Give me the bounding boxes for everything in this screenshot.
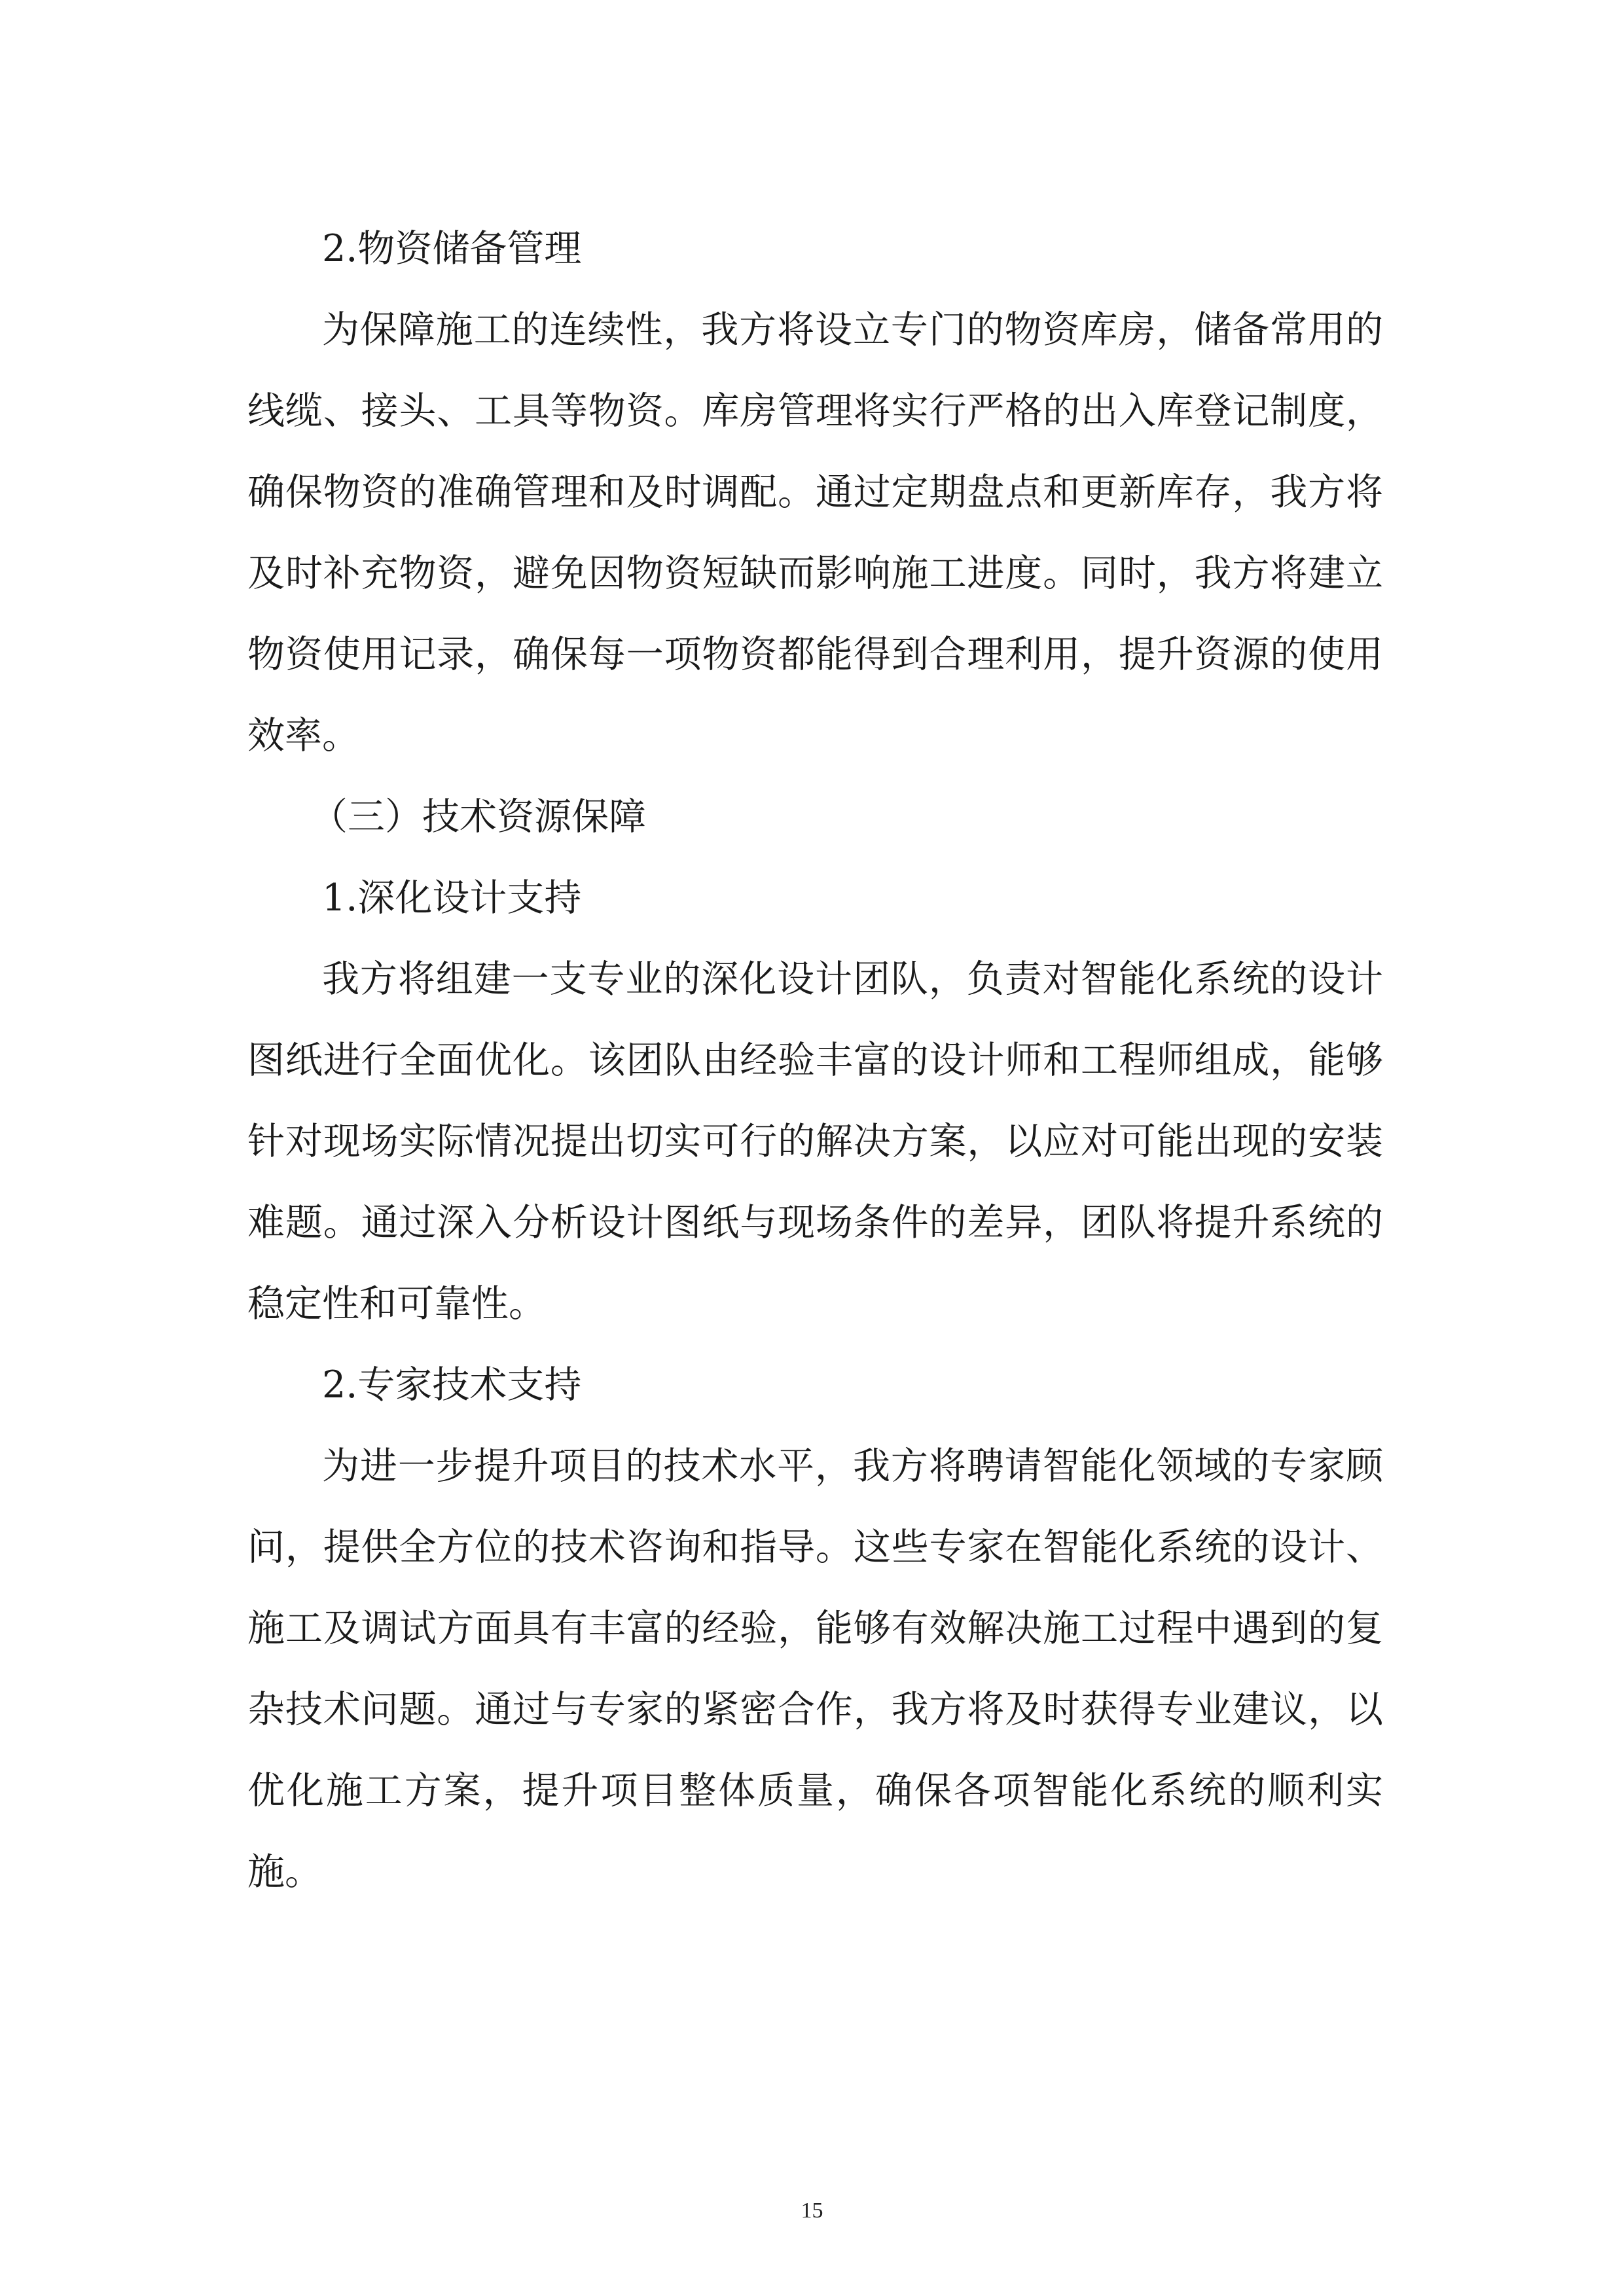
paragraph-detailed-design: 我方将组建一支专业的深化设计团队，负责对智能化系统的设计图纸进行全面优化。该团队由经验丰富的设计师和工程师组成，能够针对现场实际情况提出切实可行的解决方案，以应对可能出现的安装难题。通过深入分析设计图纸与现场条件的差异，团队将提升系统的稳定性和可靠性。 xyxy=(247,958,1383,1325)
heading-expert-support: 2.专家技术支持 xyxy=(322,1363,582,1407)
section-heading-technical-resources: （三）技术资源保障 xyxy=(310,795,646,838)
paragraph-material-reserve: 为保障施工的连续性，我方将设立专门的物资库房，储备常用的线缆、接头、工具等物资。库房管理将实行严格的出入库登记制度，确保物资的准确管理和及时调配。通过定期盘点和更新库存，我方将及时补充物资，避免因物资短缺而影响施工进度。同时，我方将建立物资使用记录，确保每一项物资都能得到合理利用，提升资源的使用效率。 xyxy=(247,308,1383,757)
page-number: 15 xyxy=(801,2198,823,2223)
heading-material-reserve: 2.物资储备管理 xyxy=(322,227,582,270)
paragraph-expert-support: 为进一步提升项目的技术水平，我方将聘请智能化领域的专家顾问，提供全方位的技术咨询和指导。这些专家在智能化系统的设计、施工及调试方面具有丰富的经验，能够有效解决施工过程中遇到的复杂技术问题。通过与专家的紧密合作，我方将及时获得专业建议，以优化施工方案，提升项目整体质量，确保各项智能化系统的顺利实施。 xyxy=(247,1444,1383,1893)
page-content xyxy=(247,208,1383,1912)
heading-detailed-design: 1.深化设计支持 xyxy=(322,876,582,920)
